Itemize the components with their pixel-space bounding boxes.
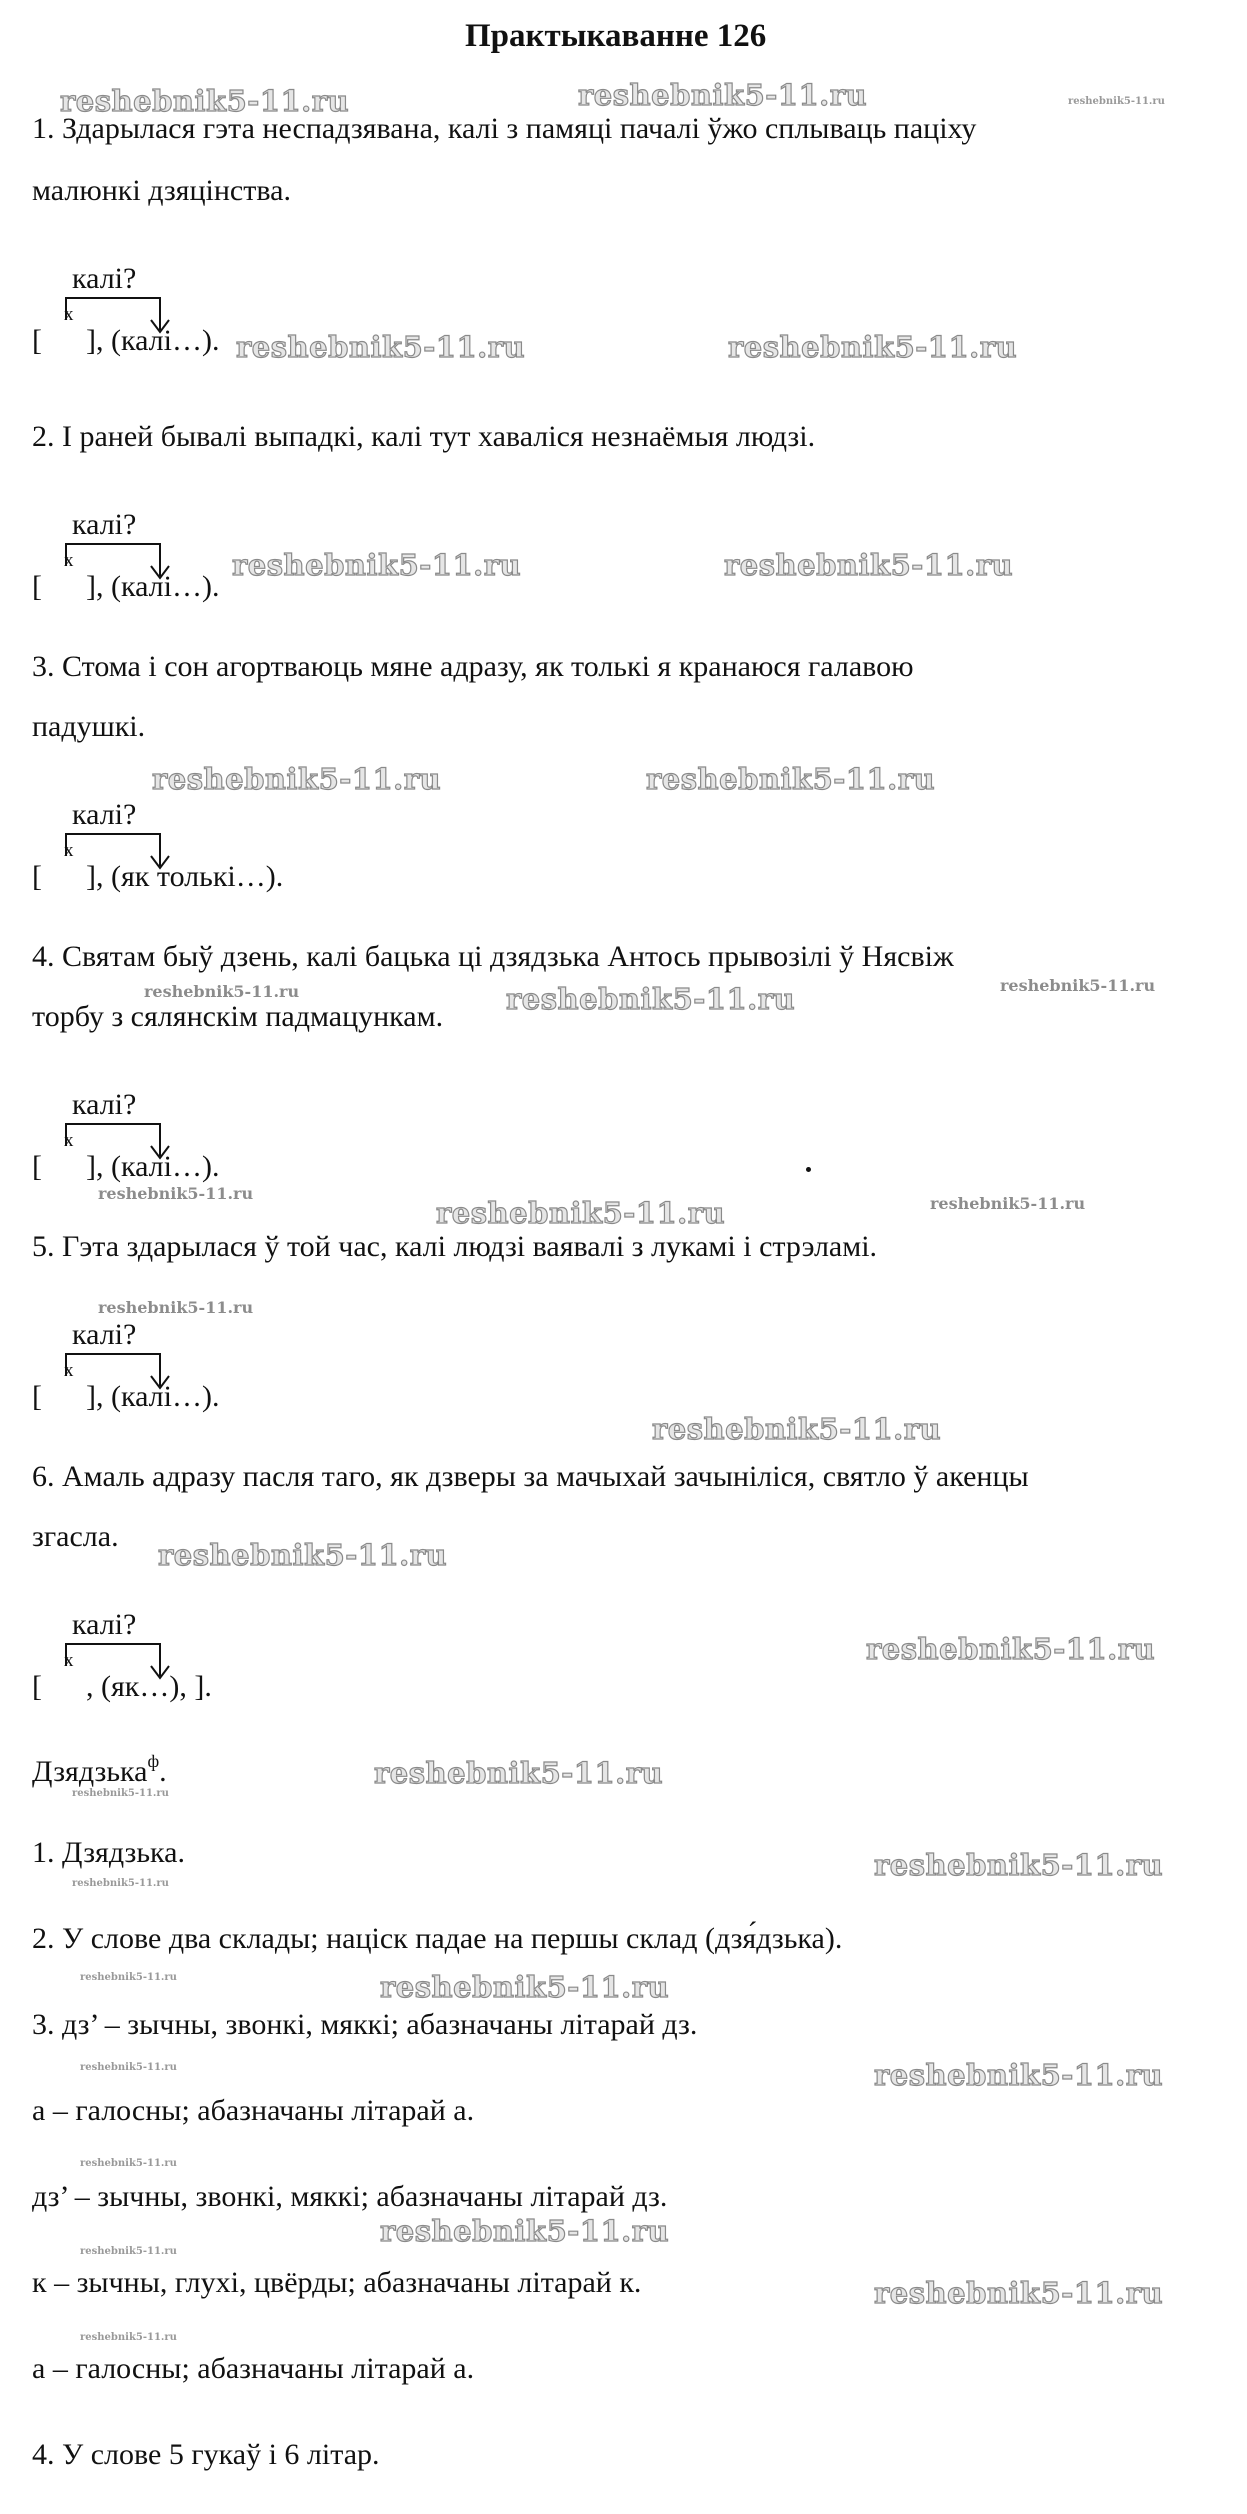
- scheme-open-bracket: [: [32, 324, 42, 357]
- scheme-mark: x: [64, 840, 74, 861]
- watermark: reshebnik5-11.ru: [506, 982, 796, 1016]
- scheme-rest: , (як…), ].: [86, 1670, 212, 1703]
- scheme-rest: ], (калі…).: [86, 570, 220, 603]
- sentence-4-line-1: 4. Святам быў дзень, калі бацька ці дзядзька Антось прывозілі ў Нясвіж: [32, 940, 954, 973]
- sentence-1-line-2: малюнкі дзяцінства.: [32, 174, 291, 207]
- analysis-item-3: 3. дз’ – зычны, звонкі, мяккі; абазначаны літарай дз.: [32, 2008, 698, 2041]
- sentence-4-line-2: торбу з сялянскім падмацункам.: [32, 1000, 444, 1033]
- watermark: reshebnik5-11.ru: [80, 1972, 177, 1983]
- sentence-5-scheme: [32, 1318, 532, 1418]
- watermark: reshebnik5-11.ru: [60, 84, 350, 118]
- analysis-word: Дзядзька: [32, 1755, 148, 1788]
- scheme-open-bracket: [: [32, 570, 42, 603]
- scheme-open-bracket: [: [32, 1380, 42, 1413]
- scheme-open-bracket: [: [32, 1670, 42, 1703]
- analysis-item-2: 2. У слове два склады; націск падае на першы склад (дзя́дзька).: [32, 1922, 843, 1955]
- stray-dot: [806, 1167, 811, 1172]
- watermark: reshebnik5-11.ru: [236, 330, 526, 364]
- scheme-rest: ], (калі…).: [86, 1150, 220, 1183]
- sentence-3-line-2: падушкі.: [32, 710, 146, 743]
- sentence-3-line-1: 3. Стома і сон агортваюць мяне адразу, як толькі я кранаюся галавою: [32, 650, 914, 683]
- scheme-question: калі?: [72, 508, 137, 541]
- watermark: reshebnik5-11.ru: [158, 1538, 448, 1572]
- scheme-mark: x: [64, 304, 74, 325]
- sentence-6-line-1: 6. Амаль адразу пасля таго, як дзверы за мачыхай зачыніліся, святло ў акенцы: [32, 1460, 1029, 1493]
- scheme-mark: x: [64, 1650, 74, 1671]
- watermark: reshebnik5-11.ru: [380, 1970, 670, 2004]
- analysis-item-1: 1. Дзядзька.: [32, 1836, 185, 1869]
- analysis-heading: [32, 1752, 167, 1787]
- watermark: reshebnik5-11.ru: [374, 1756, 664, 1790]
- sentence-6-line-2: згасла.: [32, 1520, 119, 1553]
- sentence-2-line-1: 2. І раней бывалі выпадкі, калі тут хаваліся незнаёмыя людзі.: [32, 420, 816, 453]
- sentence-3-scheme: [32, 798, 532, 898]
- watermark: reshebnik5-11.ru: [144, 982, 300, 1001]
- scheme-mark: x: [64, 1360, 74, 1381]
- analysis-dot: .: [159, 1755, 167, 1788]
- scheme-mark: x: [64, 550, 74, 571]
- watermark: reshebnik5-11.ru: [98, 1298, 254, 1317]
- scheme-question: калі?: [72, 1608, 137, 1641]
- watermark: reshebnik5-11.ru: [874, 2058, 1164, 2092]
- watermark: reshebnik5-11.ru: [152, 762, 442, 796]
- analysis-item-7: а – галосны; абазначаны літарай а.: [32, 2352, 475, 2385]
- watermark: reshebnik5-11.ru: [80, 2332, 177, 2343]
- watermark: reshebnik5-11.ru: [98, 1184, 254, 1203]
- sentence-4-scheme: [32, 1088, 532, 1188]
- watermark: reshebnik5-11.ru: [724, 548, 1014, 582]
- watermark: reshebnik5-11.ru: [646, 762, 936, 796]
- analysis-item-5: дз’ – зычны, звонкі, мяккі; абазначаны літарай дз.: [32, 2180, 668, 2213]
- watermark: reshebnik5-11.ru: [80, 2062, 177, 2073]
- page-title: Практыкаванне 126: [465, 18, 767, 54]
- watermark: reshebnik5-11.ru: [232, 548, 522, 582]
- watermark: reshebnik5-11.ru: [930, 1194, 1086, 1213]
- scheme-question: калі?: [72, 1088, 137, 1121]
- watermark: reshebnik5-11.ru: [436, 1196, 726, 1230]
- scheme-rest: ], (як толькі…).: [86, 860, 284, 893]
- analysis-item-8: 4. У слове 5 гукаў і 6 літар.: [32, 2438, 380, 2471]
- watermark: reshebnik5-11.ru: [80, 2158, 177, 2169]
- scheme-question: калі?: [72, 798, 137, 831]
- sentence-6-scheme: [32, 1608, 532, 1708]
- scheme-question: калі?: [72, 262, 137, 295]
- analysis-sup: ф: [147, 1751, 160, 1771]
- analysis-item-6: к – зычны, глухі, цвёрды; абазначаны літарай к.: [32, 2266, 642, 2299]
- watermark: reshebnik5-11.ru: [380, 2214, 670, 2248]
- scheme-question: калі?: [72, 1318, 137, 1351]
- watermark: reshebnik5-11.ru: [1068, 96, 1165, 107]
- watermark: reshebnik5-11.ru: [874, 1848, 1164, 1882]
- scheme-open-bracket: [: [32, 860, 42, 893]
- watermark: reshebnik5-11.ru: [72, 1788, 169, 1799]
- scheme-rest: ], (калі…).: [86, 324, 220, 357]
- watermark: reshebnik5-11.ru: [866, 1632, 1156, 1666]
- watermark: reshebnik5-11.ru: [728, 330, 1018, 364]
- watermark: reshebnik5-11.ru: [80, 2246, 177, 2257]
- scheme-rest: ], (калі…).: [86, 1380, 220, 1413]
- sentence-1-line-1: 1. Здарылася гэта неспадзявана, калі з памяці пачалі ўжо сплываць паціху: [32, 112, 977, 145]
- scheme-mark: x: [64, 1130, 74, 1151]
- watermark: reshebnik5-11.ru: [72, 1878, 169, 1889]
- sentence-5-line-1: 5. Гэта здарылася ў той час, калі людзі ваявалі з лукамі і стрэламі.: [32, 1230, 878, 1263]
- watermark: reshebnik5-11.ru: [1000, 976, 1156, 995]
- watermark: reshebnik5-11.ru: [578, 78, 868, 112]
- watermark: reshebnik5-11.ru: [874, 2276, 1164, 2310]
- watermark: reshebnik5-11.ru: [652, 1412, 942, 1446]
- analysis-item-4: а – галосны; абазначаны літарай а.: [32, 2094, 475, 2127]
- scheme-open-bracket: [: [32, 1150, 42, 1183]
